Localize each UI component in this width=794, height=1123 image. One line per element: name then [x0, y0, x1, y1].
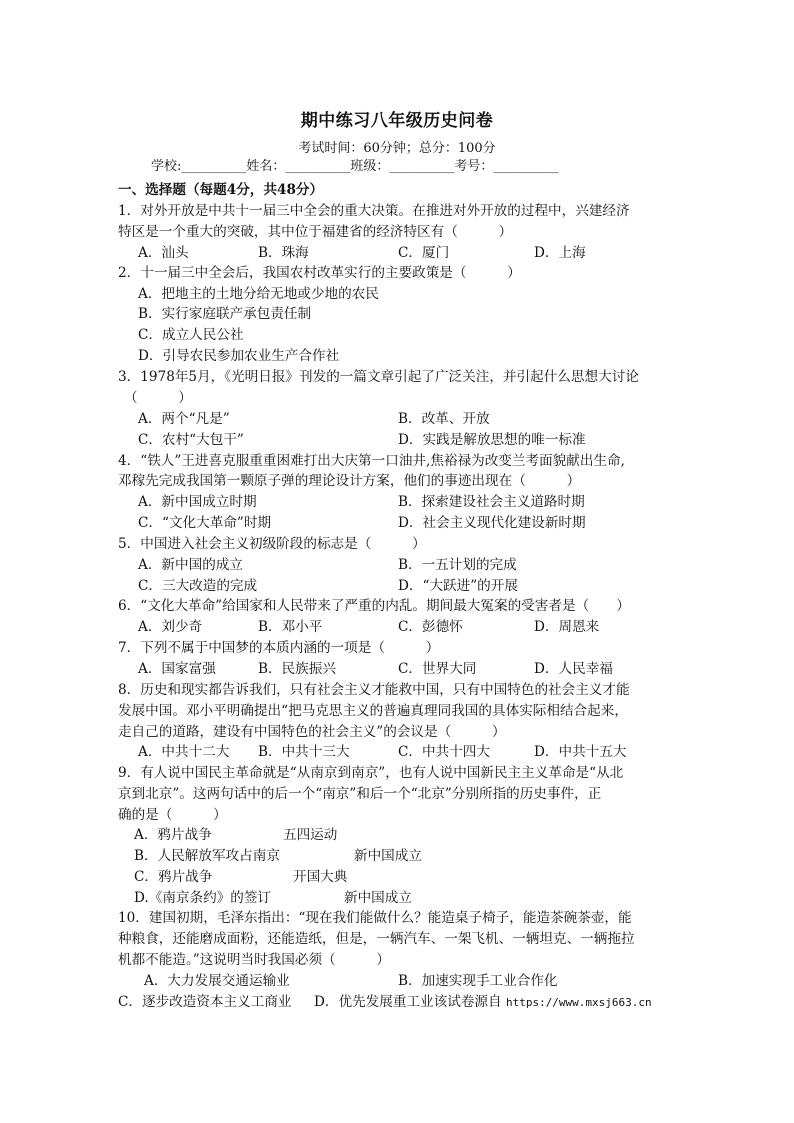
q9-option-d: D.《南京条约》的签订 [134, 890, 272, 906]
q9-option-d-event: 新中国成立 [344, 890, 412, 906]
q9-option-a-event: 五四运动 [283, 827, 338, 843]
question-10-line-1: 10．建国初期，毛泽东指出：“现在我们能做什么？能造桌子椅子，能造茶碗茶壶，能 [118, 910, 632, 926]
question-8-line-1: 8．历史和现实都告诉我们，只有社会主义才能救中国，只有中国特色的社会主义才能 [118, 682, 630, 698]
question-8-line-2: 发展中国。邓小平明确提出“把马克思主义的普遍真理同我国的具体实际相结合起来， [118, 703, 628, 719]
q3-option-a: A．两个“凡是” [138, 411, 230, 427]
q1-option-c: C．厦门 [398, 245, 450, 261]
question-5-line-1: 5．中国进入社会主义初级阶段的标志是（ ） [118, 536, 426, 552]
q4-option-a: A．新中国成立时期 [138, 494, 257, 510]
q2-option-b: B．实行家庭联产承包责任制 [138, 306, 312, 322]
q8-option-b: B．中共十三大 [258, 744, 350, 760]
q1-option-a: A．汕头 [138, 245, 189, 261]
question-7-line-1: 7．下列不属于中国梦的本质内涵的一项是（ ） [118, 640, 440, 656]
q1-option-d: D．上海 [534, 245, 586, 261]
q5-option-a: A．新中国的成立 [138, 557, 243, 573]
page-title: 期中练习八年级历史问卷 [300, 111, 494, 131]
q6-option-c: C．彭德怀 [398, 619, 463, 635]
question-9-line-1: 9．有人说中国民主革命就是“从南京到南京”，也有人说中国新民主主义革命是“从北 [118, 765, 624, 781]
q3-option-d: D．实践是解放思想的唯一标准 [398, 432, 586, 448]
question-4-line-2: 邓稼先完成我国第一颗原子弹的理论设计方案，他们的事迹出现在（ ） [118, 473, 581, 489]
q3-option-c: C．农村“大包干” [138, 432, 244, 448]
q9-option-c-event: 开国大典 [293, 869, 348, 885]
question-3-line-1: 3．1978年5月，《光明日报》刊发的一篇文章引起了广泛关注，并引起什么思想大讨论 [118, 369, 639, 385]
q8-option-d: D．中共十五大 [534, 744, 627, 760]
question-1-line-1: 1．对外开放是中共十一届三中全会的重大决策。在推进对外开放的过程中，兴建经济 [118, 203, 630, 219]
q7-option-c: C．世界大同 [398, 661, 477, 677]
q10-option-b: B．加速实现手工业合作化 [398, 973, 558, 989]
q9-option-c: C．鸦片战争 [134, 869, 213, 885]
q1-option-b: B．珠海 [258, 245, 309, 261]
q10-option-c: C．逐步改造资本主义工商业 [118, 994, 292, 1010]
question-10-line-2: 种粮食，还能磨成面粉，还能造纸，但是，一辆汽车、一架飞机、一辆坦克、一辆拖拉 [118, 931, 635, 947]
question-10-line-3: 机都不能造。”这说明当时我国必须（ ） [118, 952, 391, 968]
question-3-line-2: （ ） [124, 390, 192, 406]
question-6-line-1: 6．“文化大革命”给国家和人民带来了严重的内乱。期间最大冤案的受害者是（ ） [118, 598, 630, 614]
q3-option-b: B．改革、开放 [398, 411, 490, 427]
q9-option-a: A．鸦片战争 [134, 827, 212, 843]
q9-option-b: B．人民解放军攻占南京 [134, 848, 280, 864]
question-9-line-2: 京到北京”。这两句话中的后一个“南京”和后一个“北京”分别所指的历史事件，正 [118, 786, 602, 802]
q2-option-d: D．引导农民参加农业生产合作社 [138, 348, 340, 364]
exam-info: 考试时间：60分钟；总分：100分 [298, 141, 496, 156]
q5-option-c: C．三大改造的完成 [138, 578, 258, 594]
q2-option-a: A．把地主的土地分给无地或少地的农民 [138, 286, 379, 302]
student-info-fields: 学校:__________姓名：__________班级：__________考号：__________ [151, 159, 559, 174]
q5-option-d: D．“大跃进”的开展 [398, 578, 518, 594]
question-8-line-3: 走自己的道路，建设有中国特色的社会主义”的会议是（ ） [118, 724, 506, 740]
q7-option-d: D．人民幸福 [534, 661, 613, 677]
q4-option-c: C．“文化大革命”时期 [138, 515, 272, 531]
q7-option-b: B．民族振兴 [258, 661, 336, 677]
q5-option-b: B．一五计划的完成 [398, 557, 517, 573]
q6-option-b: B．邓小平 [258, 619, 323, 635]
q10-option-a: A．大力发展交通运输业 [144, 973, 290, 989]
question-2-line-1: 2．十一届三中全会后，我国农村改革实行的主要政策是（ ） [118, 265, 521, 281]
source-url[interactable]: https://www.mxsj663.cn [505, 996, 652, 1009]
question-9-line-3: 确的是（ ） [118, 807, 227, 823]
question-4-line-1: 4．“铁人”王进喜克服重重困难打出大庆第一口油井,焦裕禄为改变兰考面貌献出生命, [118, 453, 625, 469]
section-title: 一、选择题（每题4分，共48分） [118, 182, 324, 198]
q8-option-c: C．中共十四大 [398, 744, 490, 760]
q8-option-a: A．中共十二大 [138, 744, 230, 760]
q10-option-d-row [314, 992, 652, 1013]
q10-option-d: D．优先发展重工业 [314, 994, 434, 1010]
q2-option-c: C．成立人民公社 [138, 327, 244, 343]
question-1-line-2: 特区是一个重大的突破，其中位于福建省的经济特区有（ ） [118, 224, 513, 240]
source-note: 该试卷源自 [433, 994, 502, 1010]
q7-option-a: A．国家富强 [138, 661, 216, 677]
q4-option-d: D．社会主义现代化建设新时期 [398, 515, 586, 531]
q6-option-a: A．刘少奇 [138, 619, 203, 635]
q6-option-d: D．周恩来 [534, 619, 600, 635]
q9-option-b-event: 新中国成立 [354, 848, 422, 864]
q4-option-b: B．探索建设社会主义道路时期 [398, 494, 585, 510]
